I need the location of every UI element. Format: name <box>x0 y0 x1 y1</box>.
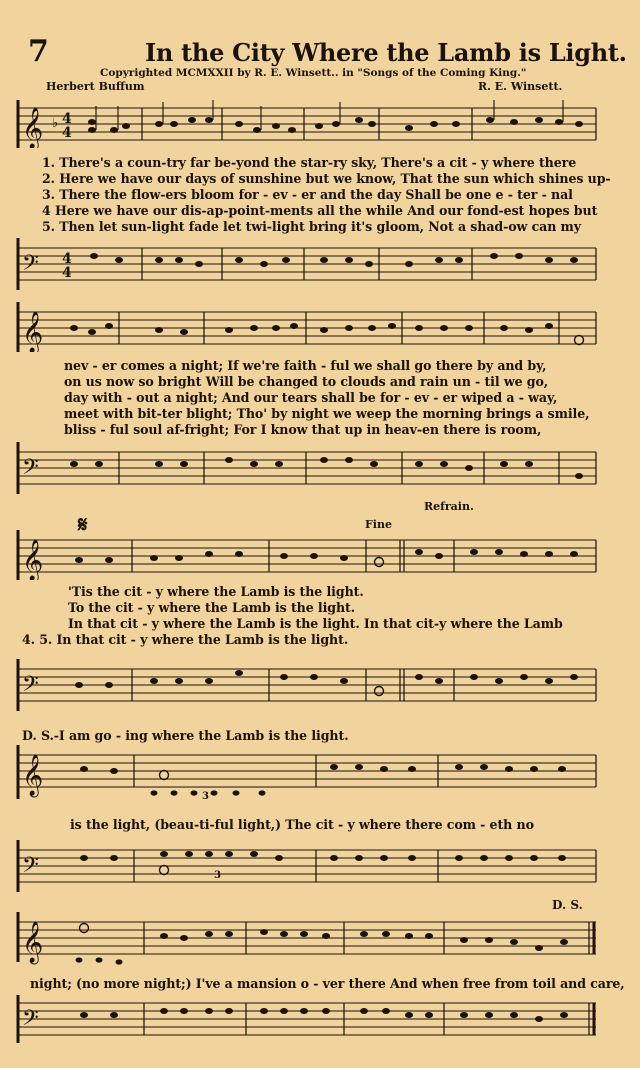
system4-bass-staff <box>14 838 600 894</box>
svg-text:𝄞: 𝄞 <box>22 540 44 580</box>
system2-verse-4: meet with bit-ter blight; Tho' by night we weep the morning brings a smile, <box>64 406 590 421</box>
system2-verse-2: on us now so bright Will be changed to clouds and rain un - til we go, <box>64 374 549 389</box>
svg-text:4: 4 <box>62 125 72 141</box>
system2-verse-5: bliss - ful soul af-fright; For I know that up in heav-en there is room, <box>64 422 542 437</box>
svg-text:𝄞: 𝄞 <box>22 922 44 963</box>
system4-lyric: is the light, (beau-ti-ful light,) The cit - y where there com - eth no <box>70 817 534 832</box>
composer-credit: R. E. Winsett. <box>478 80 563 93</box>
system3-verse-1: 'Tis the cit - y where the Lamb is the light. <box>68 584 364 599</box>
hymn-title: In the City Where the Lamb is Light. <box>145 38 627 67</box>
system4-triplet-upper: 3 <box>202 791 209 799</box>
svg-text:𝄢: 𝄢 <box>22 853 39 883</box>
system1-verse-5: 5. Then let sun-light fade let twi-light bring it's gloom, Not a shad-ow can my <box>42 219 581 234</box>
fine-label: Fine <box>365 518 392 531</box>
ds-end-mark: D. S. <box>552 898 583 912</box>
svg-text:𝄢: 𝄢 <box>22 672 39 702</box>
system2-bass-staff <box>14 442 600 494</box>
system3-bass-staff <box>14 655 600 715</box>
svg-text:𝄢: 𝄢 <box>22 1006 39 1036</box>
ds-line: D. S.-I am go - ing where the Lamb is the light. <box>22 728 349 743</box>
system1-treble-staff <box>14 100 600 148</box>
system3-treble-staff <box>14 530 600 580</box>
svg-text:4: 4 <box>62 251 72 267</box>
system2-treble-staff <box>14 302 600 352</box>
system1-bass-staff <box>14 238 600 290</box>
system1-verse-1: 1. There's a coun-try far be-yond the star-ry sky, There's a cit - y where there <box>42 155 577 170</box>
system2-verse-3: day with - out a night; And our tears shall be for - ev - er wiped a - way, <box>64 390 558 405</box>
system1-verse-4: 4 Here we have our dis-ap-point-ments all the while And our fond-est hopes but <box>42 203 598 218</box>
svg-text:𝄢: 𝄢 <box>22 455 39 485</box>
svg-text:4: 4 <box>62 111 72 127</box>
svg-text:𝄞: 𝄞 <box>22 312 44 352</box>
system4-triplet-lower: 3 <box>214 870 221 881</box>
copyright-line: Copyrighted MCMXXII by R. E. Winsett.. in "Songs of the Coming King." <box>100 67 527 79</box>
system5-bass-staff <box>14 995 600 1045</box>
system5-treble-staff <box>14 912 600 974</box>
segno-sign: 𝄋 <box>78 512 88 538</box>
system1-verse-2: 2. Here we have our days of sunshine but we know, That the sun which shines up- <box>42 171 611 186</box>
system2-verse-1: nev - er comes a night; If we're faith - ful we shall go there by and by, <box>64 358 547 373</box>
system3-verse-2: To the cit - y where the Lamb is the light. <box>68 600 356 615</box>
hymn-number: 7 <box>28 34 49 69</box>
system4-treble-staff <box>14 745 600 799</box>
svg-text:♭: ♭ <box>52 116 59 131</box>
svg-text:4: 4 <box>62 265 72 281</box>
svg-text:𝄞: 𝄞 <box>22 108 44 148</box>
refrain-label: Refrain. <box>424 500 474 513</box>
system5-lyric: night; (no more night;) I've a mansion o - ver there And when free from toil and care, <box>30 976 625 991</box>
system3-verse-45: 4. 5. In that cit - y where the Lamb is the light. <box>22 632 349 647</box>
system1-verse-3: 3. There the flow-ers bloom for - ev - er and the day Shall be one e - ter - nal <box>42 187 573 202</box>
svg-text:𝄢: 𝄢 <box>22 251 39 281</box>
lyricist-credit: Herbert Buffum <box>46 80 145 93</box>
system3-verse-3: In that cit - y where the Lamb is the light. In that cit-y where the Lamb <box>68 616 563 631</box>
svg-text:𝄞: 𝄞 <box>22 755 44 796</box>
